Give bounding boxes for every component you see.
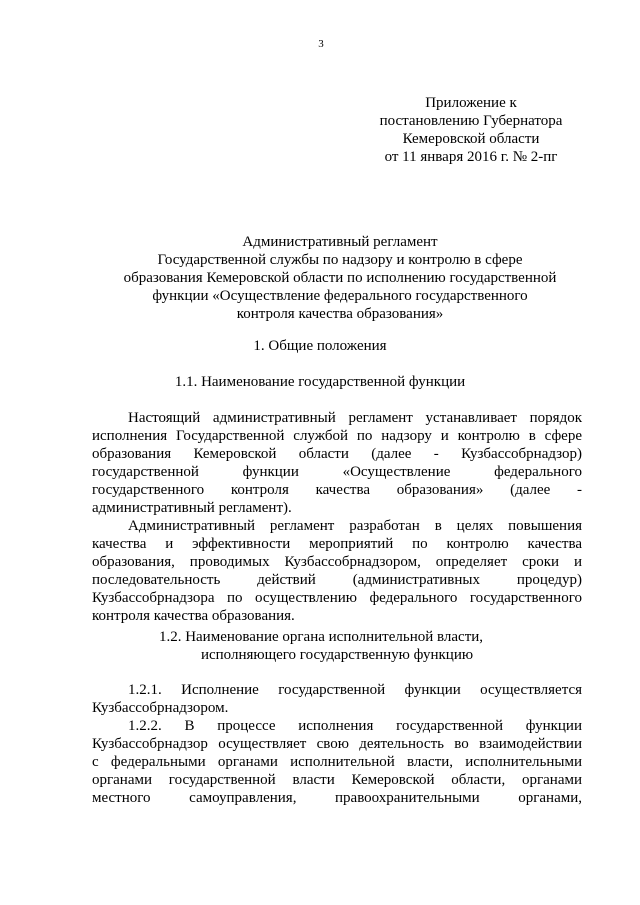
paragraph-line: образования, проводимых Кузбассобрнадзором, определяет сроки и: [92, 554, 582, 570]
appendix-line: от 11 января 2016 г. № 2-пг: [384, 149, 558, 165]
subsection-heading-1-2: [0, 628, 640, 663]
paragraph-3: [92, 681, 582, 717]
paragraph-line: государственного контроля качества образования» (далее -: [92, 482, 582, 498]
document-title: [120, 233, 560, 323]
page-number: 3: [318, 38, 324, 50]
paragraph-line: Кузбассобрнадзором.: [92, 700, 229, 716]
paragraph-line: Административный регламент разработан в целях повышения: [128, 518, 582, 534]
paragraph-2: [92, 517, 582, 625]
paragraph-1: [92, 409, 582, 517]
appendix-line: постановлению Губернатора: [379, 113, 563, 129]
paragraph-line: административный регламент).: [92, 500, 292, 516]
paragraph-line: с федеральными органами исполнительной власти, исполнительными: [92, 754, 582, 770]
paragraph-line: образования Кемеровской области (далее - Кузбассобрнадзор): [92, 446, 582, 462]
appendix-line: Кемеровской области: [402, 131, 540, 147]
paragraph-line: Настоящий административный регламент устанавливает порядок: [128, 410, 582, 426]
paragraph-line: местного самоуправления, правоохранительными органами,: [92, 790, 582, 806]
paragraph-line: исполнения Государственной службой по надзору и контролю в сфере: [92, 428, 582, 444]
paragraph-line: 1.2.1. Исполнение государственной функции осуществляется: [128, 682, 582, 698]
appendix-line: Приложение к: [425, 95, 517, 111]
paragraph-line: государственной функции «Осуществление федерального: [92, 464, 582, 480]
paragraph-line: качества и эффективности мероприятий по контролю качества: [92, 536, 582, 552]
paragraph-line: последовательность действий (административных процедур): [92, 572, 582, 588]
paragraph-line: 1.2.2. В процессе исполнения государственной функции: [128, 718, 582, 734]
paragraph-line: Кузбассобрнадзора по осуществлению федерального государственного: [92, 590, 582, 606]
title-line: функции «Осуществление федерального государственного: [152, 288, 528, 304]
title-line: Государственной службы по надзору и контролю в сфере: [157, 252, 523, 268]
title-line: контроля качества образования»: [236, 306, 444, 322]
paragraph-line: контроля качества образования.: [92, 608, 295, 624]
paragraph-line: Кузбассобрнадзор осуществляет свою деятельность во взаимодействии: [92, 736, 582, 752]
heading-line: исполняющего государственную функцию: [200, 647, 474, 663]
paragraph-line: органами государственной власти Кемеровской области, органами: [92, 772, 582, 788]
section-heading: 1. Общие положения: [253, 338, 387, 354]
paragraph-4: [92, 717, 582, 807]
title-line: Административный регламент: [242, 234, 438, 250]
heading-line: 1.2. Наименование органа исполнительной власти,: [158, 629, 484, 645]
appendix-block: [356, 94, 586, 166]
title-line: образования Кемеровской области по исполнению государственной: [123, 270, 557, 286]
subsection-heading: 1.1. Наименование государственной функции: [174, 374, 466, 390]
